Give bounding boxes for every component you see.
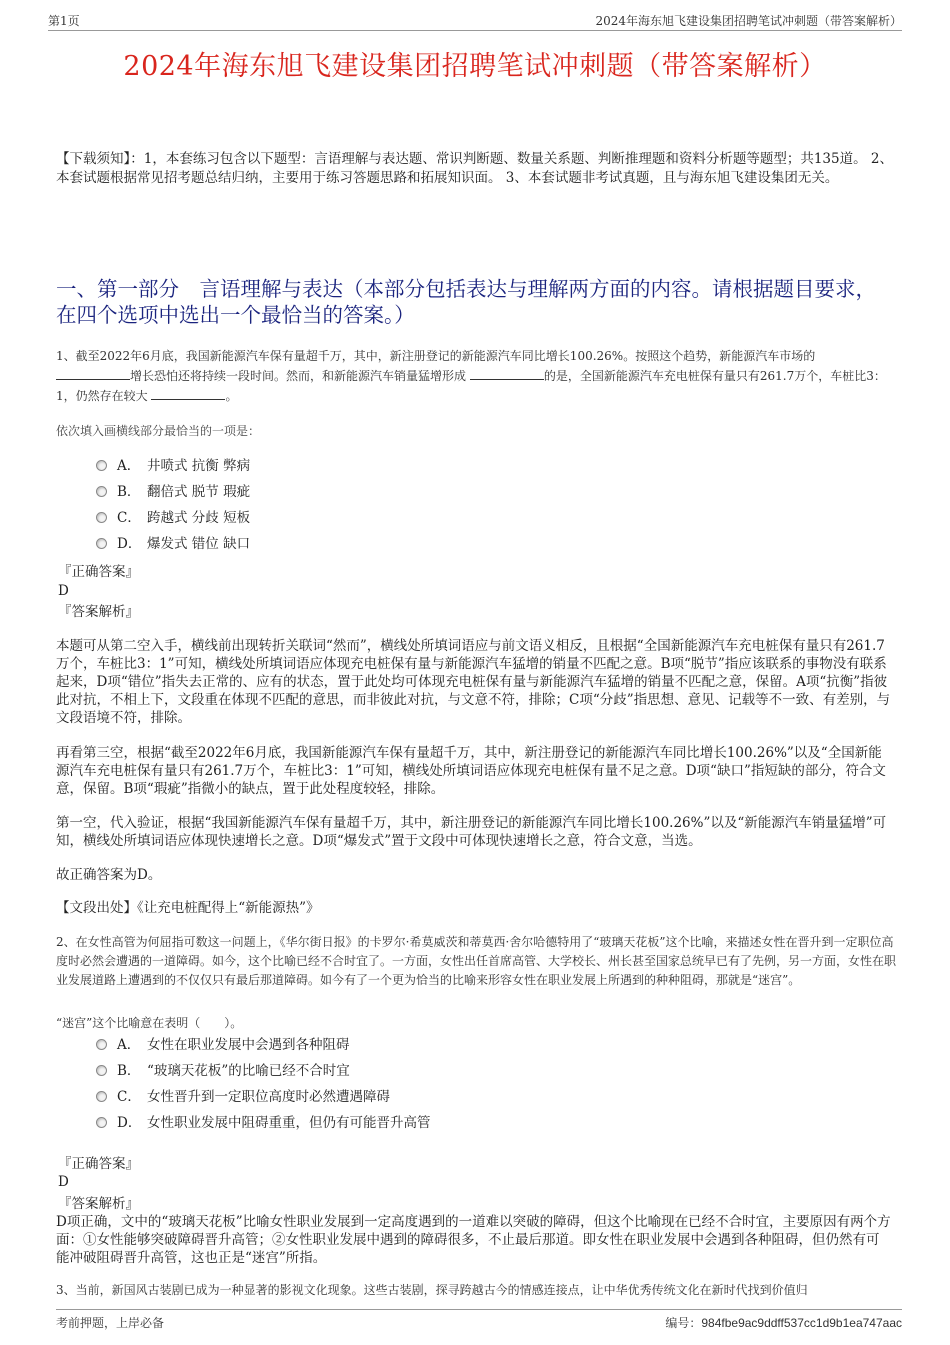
analysis-paragraph: D项正确，文中的“玻璃天花板”比喻女性职业发展到一定高度遇到的一道难以突破的障碍，但这个比喻现在已经不合时宜，主要原因有两个方面：①女性能够突破障碍晋升高管；②女性职业发展中遇到的障碍很多，不止最后那道。即女性在职业发展中会遇到各种阻碍，但仍然有可能冲破阻碍晋升高管，这也正是“迷宫”所指。 [56, 1214, 891, 1266]
section-title: 一、第一部分 言语理解与表达（本部分包括表达与理解两方面的内容。请根据题目要求，在四个选项中选出一个最恰当的答案。） [56, 277, 876, 327]
header-doc-title: 2024年海东旭飞建设集团招聘笔试冲刺题（带答案解析） [595, 14, 902, 28]
option-a[interactable]: A． 女性在职业发展中会遇到各种阻碍 [96, 1032, 431, 1058]
radio-icon[interactable] [96, 460, 107, 471]
analysis-label: 『答案解析』 [58, 1196, 139, 1212]
blank-3 [151, 387, 225, 400]
option-b[interactable]: B． “玻璃天花板”的比喻已经不合时宜 [96, 1058, 431, 1084]
question-1-options [96, 453, 250, 557]
document-code: 编号：984fbe9ac9ddff537cc1d9b1ea747aac [665, 1316, 902, 1330]
question-3-text: 3、当前，新国风古装剧已成为一种显著的影视文化现象。这些古装剧，探寻跨越古今的情感连接点，让中华优秀传统文化在新时代找到价值归 [56, 1283, 808, 1297]
option-d[interactable]: D． 爆发式 错位 缺口 [96, 531, 250, 557]
radio-icon[interactable] [96, 1039, 107, 1050]
question-2-options [96, 1032, 431, 1136]
analysis-paragraph: 第一空，代入验证，根据“我国新能源汽车保有量超千万，其中，新注册登记的新能源汽车同比增长100.26%”以及“新能源汽车销量猛增”可知，横线处所填词语应体现快速增长之意。D项“爆发式”置于文段中可体现快速增长之意，符合文意，当选。 [56, 815, 887, 849]
radio-icon[interactable] [96, 1091, 107, 1102]
answer-label: 『正确答案』 [58, 564, 139, 580]
option-b[interactable]: B． 翻倍式 脱节 瑕疵 [96, 479, 250, 505]
question-2-text: 2、在女性高管为何屈指可数这一问题上，《华尔街日报》的卡罗尔·希莫威茨和蒂莫西·舍尔哈德特用了“玻璃天花板”这个比喻，来描述女性在晋升到一定职位高度时必然会遭遇的一道障碍。如今，这个比喻已经不合时宜了。一方面，女性出任首席高管、大学校长、州长甚至国家总统早已有了先例，另一方面，女性在职业发展道路上遭遇到的不仅仅只有最后那道障碍。如今有了一个更为恰当的比喻来形容女性在职业发展上所遇到的种种阻碍，那就是“迷宫”。 [56, 935, 897, 987]
radio-icon[interactable] [96, 1117, 107, 1128]
answer-value: D [58, 583, 69, 599]
option-c[interactable]: C． 跨越式 分歧 短板 [96, 505, 250, 531]
radio-icon[interactable] [96, 1065, 107, 1076]
page-title: 2024年海东旭飞建设集团招聘笔试冲刺题（带答案解析） [123, 51, 827, 82]
answer-value: D [58, 1174, 69, 1190]
source-citation: 【文段出处】《让充电桩配得上“新能源热”》 [56, 900, 320, 916]
blank-1 [56, 367, 130, 380]
question-2-prompt: “迷宫”这个比喻意在表明（ ）。 [56, 1016, 243, 1030]
question-1-text: 1、截至2022年6月底，我国新能源汽车保有量超千万，其中，新注册登记的新能源汽车同比增长100.26%。按照这个趋势，新能源汽车市场的 增长恐怕还将持续一段时间。然而，和新能源汽车销量猛增形成 的是，全国新能源汽车充电桩保有量只有261.7万个，车桩比3：1，仍然存在较大 。 [56, 349, 886, 403]
blank-2 [470, 367, 544, 380]
page-footer [56, 1309, 902, 1334]
analysis-paragraph: 本题可从第二空入手，横线前出现转折关联词“然而”，横线处所填词语应与前文语义相反，且根据“全国新能源汽车充电桩保有量只有261.7万个，车桩比3：1”可知，横线处所填词语应体现充电桩保有量与新能源汽车猛增的销量不匹配之意。B项“脱节”指应该联系的事物没有联系起来，D项“错位”指失去正常的、应有的状态，置于此处均可体现充电桩保有量与新能源汽车猛增的销量不匹配之意，保留。A项“抗衡”指彼此对抗，不相上下，文段重在体现不匹配的意思，而非彼此对抗，与文意不符，排除；C项“分歧”指思想、意见、记载等不一致、有差别，与文段语境不符，排除。 [56, 638, 891, 726]
radio-icon[interactable] [96, 538, 107, 549]
radio-icon[interactable] [96, 512, 107, 523]
page-number: 第1页 [48, 14, 80, 28]
analysis-paragraph: 故正确答案为D。 [56, 867, 162, 883]
footer-slogan: 考前押题，上岸必备 [56, 1316, 165, 1330]
option-d[interactable]: D． 女性职业发展中阻碍重重，但仍有可能晋升高管 [96, 1110, 431, 1136]
radio-icon[interactable] [96, 486, 107, 497]
answer-label: 『正确答案』 [58, 1156, 139, 1172]
page-header [48, 12, 902, 31]
option-a[interactable]: A． 井喷式 抗衡 弊病 [96, 453, 250, 479]
analysis-paragraph: 再看第三空，根据“截至2022年6月底，我国新能源汽车保有量超千万，其中，新注册登记的新能源汽车同比增长100.26%”以及“全国新能源汽车充电桩保有量只有261.7万个，车桩比3：1”可知，横线处所填词语应体现充电桩保有量不足之意。D项“缺口”指短缺的部分，符合文意，保留。B项“瑕疵”指微小的缺点，置于此处程度较轻，排除。 [56, 745, 886, 797]
question-1-prompt: 依次填入画横线部分最恰当的一项是： [56, 424, 261, 438]
download-notice: 【下载须知】：1，本套练习包含以下题型：言语理解与表达题、常识判断题、数量关系题、判断推理题和资料分析题等题型；共135道。 2、本套试题根据常见招考题总结归纳，主要用于练习答题思路和拓展知识面。 3、本套试题非考试真题，且与海东旭飞建设集团无关。 [56, 151, 893, 186]
analysis-label: 『答案解析』 [58, 604, 139, 620]
option-c[interactable]: C． 女性晋升到一定职位高度时必然遭遇障碍 [96, 1084, 431, 1110]
